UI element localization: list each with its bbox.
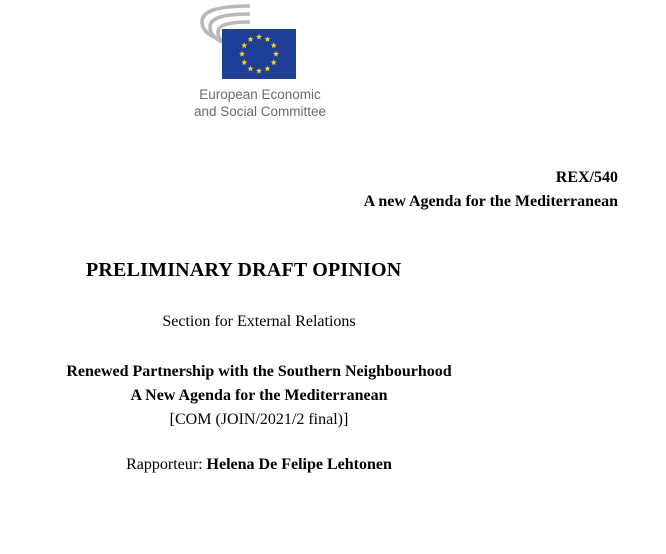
reference-title: A new Agenda for the Mediterranean bbox=[363, 193, 618, 210]
document-heading: PRELIMINARY DRAFT OPINION bbox=[86, 259, 402, 281]
organization-name-line2: and Social Committee bbox=[193, 104, 327, 119]
subject-line-2: A New Agenda for the Mediterranean bbox=[130, 387, 388, 404]
organization-name-line1: European Economic bbox=[199, 87, 321, 102]
eesc-emblem bbox=[180, 0, 340, 82]
subject-block bbox=[0, 360, 518, 432]
organization-name bbox=[180, 86, 340, 120]
rapporteur-line bbox=[0, 456, 518, 474]
rapporteur-label: Rapporteur: bbox=[126, 456, 203, 473]
eesc-logo bbox=[180, 0, 340, 130]
document-reference bbox=[364, 166, 618, 214]
section-name: Section for External Relations bbox=[162, 313, 356, 330]
subject-line-1: Renewed Partnership with the Southern Neighbourhood bbox=[66, 363, 452, 380]
rapporteur-name: Helena De Felipe Lehtonen bbox=[206, 456, 392, 473]
reference-code: REX/540 bbox=[555, 169, 618, 186]
subject-line-3: [COM (JOIN/2021/2 final)] bbox=[169, 411, 349, 428]
